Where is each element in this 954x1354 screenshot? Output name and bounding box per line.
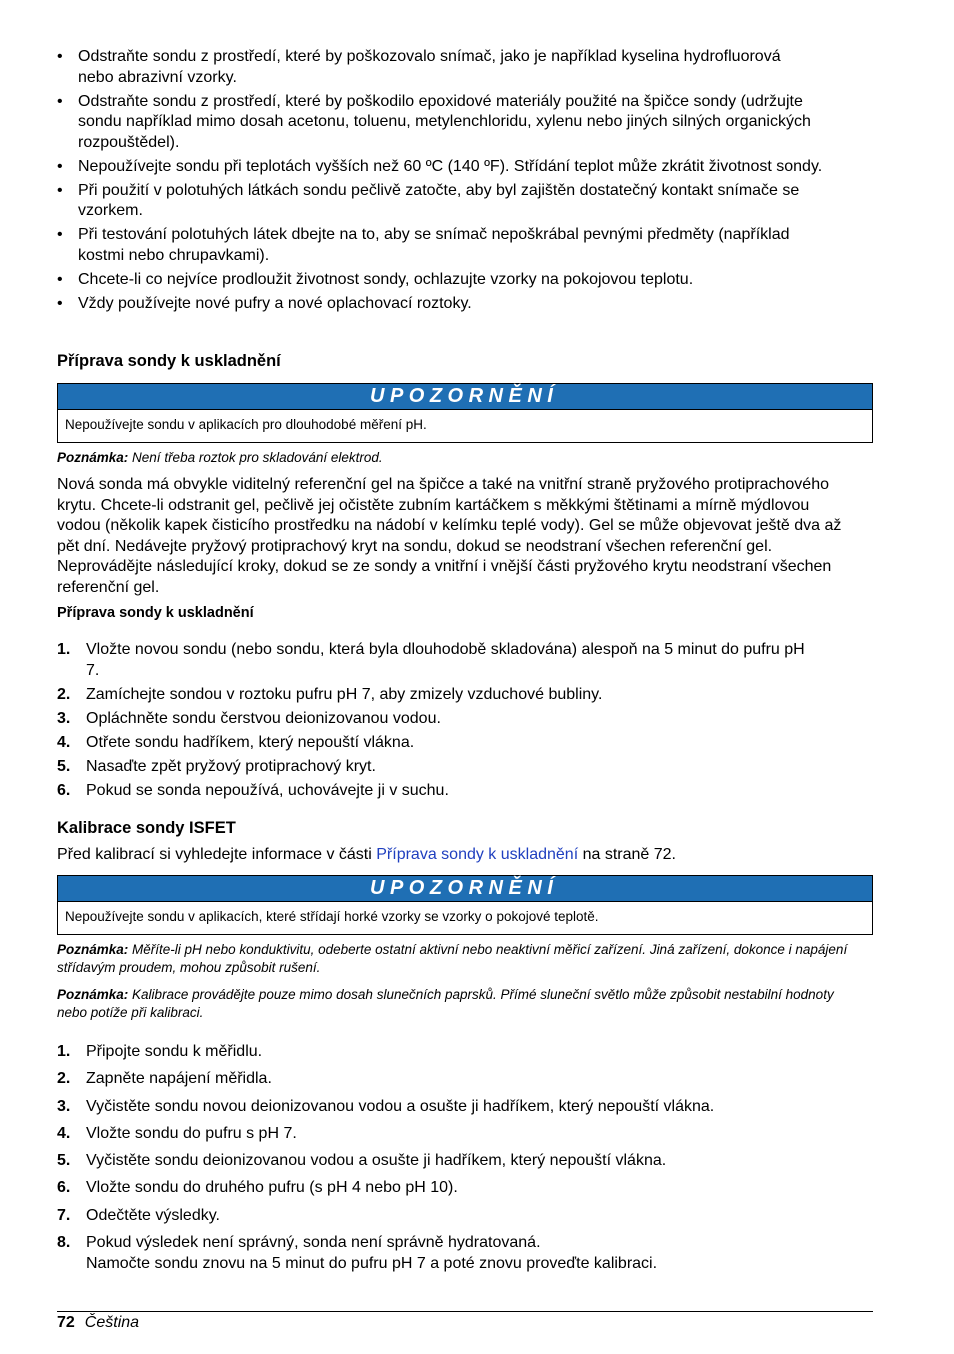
note (57, 986, 857, 1022)
calibration-intro: Před kalibrací si vyhledejte informace v části Příprava sondy k uskladnění na straně 72. (57, 846, 676, 863)
caution-title: UPOZORNĚNÍ (58, 876, 872, 901)
storage-steps (57, 640, 873, 805)
note-text: Měříte-li pH nebo konduktivitu, odeberte ostatní aktivní nebo neaktivní měřicí zařízení. Jiná zařízení, dokonce i napájení střídavým proudem, mohou způsobit rušení. (57, 942, 848, 975)
list-item: • Vždy používejte nové pufry a nové oplachovací roztoky. (57, 294, 873, 315)
step-item: 4. Vložte sondu do pufru s pH 7. (57, 1124, 297, 1142)
bullet-icon: • (57, 270, 63, 288)
caution-text: Nepoužívejte sondu v aplikacích, které střídají horké vzorky se vzorky o pokojové teplotě. (58, 901, 872, 934)
step-item: 1. Připojte sondu k měřidlu. (57, 1043, 263, 1060)
note (57, 941, 857, 977)
step-item: 1. Vložte novou sondu (nebo sondu, která byla dlouhodobě skladována) alespoň na 5 minut do pufru pH 7. (57, 641, 805, 679)
bullet-icon: • (57, 92, 63, 110)
list-item: • Odstraňte sondu z prostředí, které by poškozovalo snímač, jako je například kyselina hydrofluorová nebo abrazivní vzorky. (57, 48, 781, 86)
bullet-icon: • (57, 226, 63, 243)
section-heading-storage: Příprava sondy k uskladnění (57, 352, 281, 370)
caution-text: Nepoužívejte sondu v aplikacích pro dlouhodobé měření pH. (58, 409, 872, 442)
note-label: Poznámka: (57, 942, 129, 957)
step-item: 3. Opláchněte sondu čerstvou deionizovanou vodou. (57, 709, 441, 727)
list-item: • Při testování polotuhých látek dbejte na to, aby se snímač nepoškrábal pevnými předměty (například kostmi nebo chrupavkami). (57, 226, 790, 264)
step-item: 7. Odečtěte výsledky. (57, 1206, 220, 1224)
bullet-icon: • (57, 181, 63, 199)
step-item: 6. Vložte sondu do druhého pufru (s pH 4 nebo pH 10). (57, 1179, 458, 1197)
note-text: Není třeba roztok pro skladování elektrod. (132, 450, 383, 465)
note-text: Kalibrace provádějte pouze mimo dosah slunečních paprsků. Přímé sluneční světlo může způsobit nestabilní hodnoty nebo potíže při kalibraci. (57, 987, 834, 1020)
page-number: 72 (57, 1314, 75, 1331)
step-item: 6. Pokud se sonda nepoužívá, uchovávejte ji v suchu. (57, 781, 449, 799)
footer-rule (57, 1311, 873, 1312)
caution-title: UPOZORNĚNÍ (58, 384, 872, 409)
note-label: Poznámka: (57, 987, 129, 1002)
step-item: 3. Vyčistěte sondu novou deionizovanou vodou a osušte ji hadříkem, který nepouští vlákna. (57, 1097, 715, 1115)
bullet-icon: • (57, 48, 63, 65)
step-item: 2. Zamíchejte sondou v roztoku pufru pH 7, aby zmizely vzduchové bubliny. (57, 685, 603, 703)
page-footer (57, 1313, 139, 1333)
step-item: 4. Otřete sondu hadříkem, který nepouští vlákna. (57, 733, 415, 751)
step-item: 5. Vyčistěte sondu deionizovanou vodou a osušte ji hadříkem, který nepouští vlákna. (57, 1152, 667, 1170)
list-item: • Při použití v polotuhých látkách sondu pečlivě zatočte, aby byl zajištěn dostatečný kontakt snímače se vzorkem. (57, 181, 800, 219)
step-item: 8. Pokud výsledek není správný, sonda není správně hydratovaná. Namočte sondu znovu na 5 minut do pufru pH 7 a poté znovu proveďte kalibraci. (57, 1234, 658, 1272)
list-item: • Odstraňte sondu z prostředí, které by poškodilo epoxidové materiály použité na špičce sondy (udržujte sondu například mimo dosah acetonu, toluenu, metylenchloridu, xylenu nebo jiných silných organických rozpouštědel). (57, 92, 811, 151)
list-item: • Chcete-li co nejvíce prodloužit životnost sondy, ochlazujte vzorky na pokojovou teplotu. (57, 270, 873, 291)
step-item: 2. Zapněte napájení měřidla. (57, 1070, 272, 1088)
step-item: 5. Nasaďte zpět pryžový protiprachový kryt. (57, 757, 376, 775)
procedure-title: Příprava sondy k uskladnění (57, 605, 254, 621)
bullet-icon: • (57, 294, 63, 312)
note-label: Poznámka: (57, 450, 129, 465)
caution-box (57, 875, 873, 935)
list-item: • Nepoužívejte sondu při teplotách vyšších než 60 ºC (140 ºF). Střídání teplot může zkrátit životnost sondy. (57, 157, 873, 178)
precautions-list (57, 47, 873, 318)
footer-language: Čeština (84, 1314, 140, 1331)
section-heading-calibration: Kalibrace sondy ISFET (57, 819, 236, 837)
note (57, 449, 873, 467)
calibration-steps (57, 1042, 873, 1274)
caution-box (57, 383, 873, 443)
cross-reference-link[interactable]: Příprava sondy k uskladnění (376, 846, 579, 863)
bullet-icon: • (57, 157, 63, 175)
storage-paragraph: Nová sonda má obvykle viditelný referenční gel na špičce a také na vnitřní straně pryžového protiprachového krytu. Chcete-li odstranit gel, pečlivě jej očistěte zubním kartáčkem s měkkými štětinami a mírně mýdlovou vodou (několik kapek čisticího prostředku na nádobí v kelímku teplé vody). Gel se může objevovat ještě dva až pět dní. Nedávejte pryžový protiprachový kryt na sondu, dokud se neodstraní všechen referenční gel. Neprovádějte následující kroky, dokud se ze sondy a vnitřní i vnější části pryžového krytu neodstraní všechen referenční gel. (57, 476, 842, 596)
